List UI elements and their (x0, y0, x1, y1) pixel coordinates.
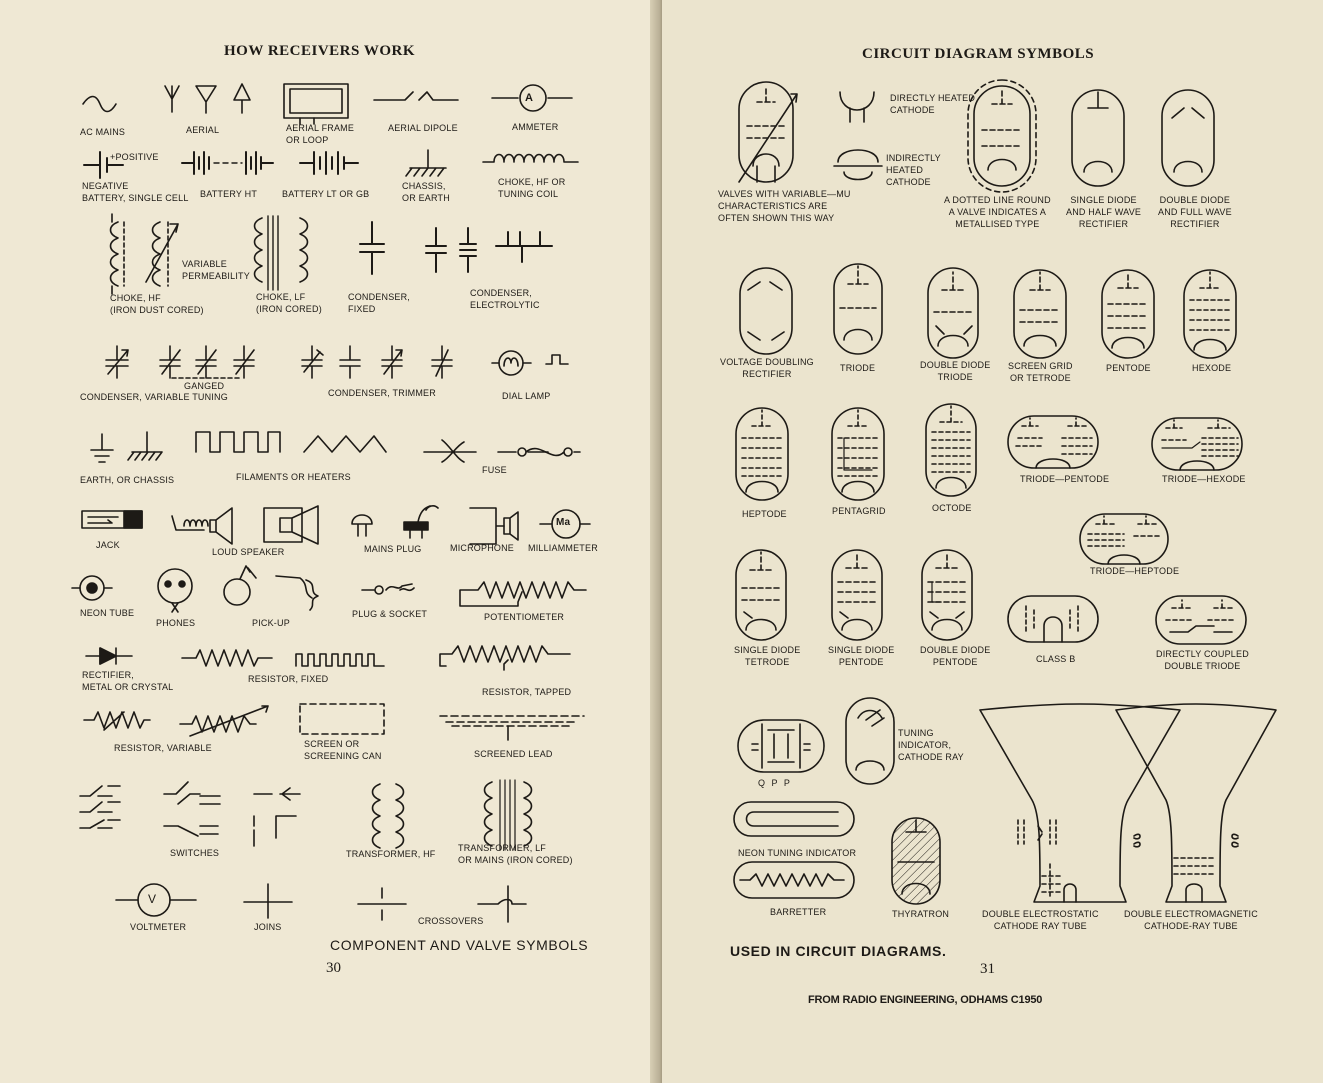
single-diode-pentode-valve (832, 550, 882, 640)
label-pick-up: PICK-UP (252, 618, 290, 628)
label-barretter: BARRETTER (770, 907, 827, 917)
filaments-square-symbol (196, 432, 280, 452)
label-positive: +POSITIVE (110, 152, 159, 162)
mains-plug-symbols (352, 506, 438, 538)
label-thyratron: THYRATRON (892, 909, 950, 919)
label-mains-plug: MAINS PLUG (364, 544, 422, 554)
indirectly-heated-cathode (834, 150, 882, 180)
pick-up-symbol (224, 566, 256, 605)
ammeter-glyph: A (525, 92, 534, 104)
label-single-diode-pentode: SINGLE DIODE PENTODE (828, 645, 895, 667)
thyratron-valve (892, 818, 940, 904)
label-aerial-dipole: AERIAL DIPOLE (388, 123, 458, 133)
choke-hf-coil-symbol (483, 155, 578, 163)
label-dotted-line: A DOTTED LINE ROUND A VALVE INDICATES A METALLISED TYPE (944, 195, 1051, 229)
label-earth-chassis: EARTH, OR CHASSIS (80, 475, 175, 485)
single-diode-tetrode-valve (736, 550, 786, 640)
condenser-fixed-symbol (360, 222, 384, 274)
aerial-frame-symbol (284, 84, 348, 124)
directly-heated-cathode (840, 92, 874, 122)
label-voltmeter: VOLTMETER (130, 922, 187, 932)
label-pentode: PENTODE (1106, 363, 1151, 373)
choke-lf-symbol (255, 216, 308, 290)
left-page (0, 0, 660, 1083)
label-screen-can: SCREEN OR SCREENING CAN (304, 739, 382, 761)
rectifier-symbol (86, 648, 132, 664)
heptode-valve (736, 408, 788, 500)
earth-symbols (91, 432, 162, 462)
label-double-diode-triode: DOUBLE DIODE TRIODE (920, 360, 991, 382)
pentode-valve (1102, 270, 1154, 358)
label-resistor-variable: RESISTOR, VARIABLE (114, 743, 212, 753)
label-single-diode-hw: SINGLE DIODE AND HALF WAVE RECTIFIER (1066, 195, 1142, 229)
voltage-doubling-valve (740, 268, 792, 354)
condenser-variable-symbols (106, 346, 254, 378)
running-head-left: HOW RECEIVERS WORK (224, 43, 415, 59)
label-voltage-doubling: VOLTAGE DOUBLING RECTIFIER (720, 357, 814, 379)
label-hexode: HEXODE (1192, 363, 1232, 373)
label-joins: JOINS (254, 922, 282, 932)
label-potentiometer: POTENTIOMETER (484, 612, 565, 622)
label-heptode: HEPTODE (742, 509, 787, 519)
label-switches: SWITCHES (170, 848, 220, 858)
label-aerial-frame: AERIAL FRAME OR LOOP (286, 123, 355, 145)
electrostatic-crt (980, 704, 1180, 902)
label-condenser-fixed: CONDENSER, FIXED (348, 292, 411, 314)
joins-symbol (244, 884, 292, 918)
plug-socket-symbol (362, 584, 414, 594)
phones-symbol (158, 569, 192, 612)
label-aerial: AERIAL (186, 125, 220, 135)
label-condenser-electrolytic: CONDENSER, ELECTROLYTIC (470, 288, 540, 310)
pick-up-coil-symbol (276, 576, 318, 610)
barretter-symbol (734, 862, 854, 898)
double-diode-triode-valve (928, 268, 978, 358)
octode-valve (926, 404, 976, 496)
label-neon-tube: NEON TUBE (80, 608, 135, 618)
label-pentagrid: PENTAGRID (832, 506, 886, 516)
label-battery-ht: BATTERY HT (200, 189, 258, 199)
label-transformer-lf: TRANSFORMER, LF OR MAINS (IRON CORED) (458, 843, 573, 865)
label-single-diode-tetrode: SINGLE DIODE TETRODE (734, 645, 801, 667)
milliammeter-glyph: Ma (556, 517, 571, 528)
label-octode: OCTODE (932, 503, 972, 513)
tuning-indicator-valve (846, 698, 894, 784)
voltmeter-glyph: V (148, 892, 157, 906)
loud-speaker-symbols (172, 506, 318, 544)
label-condenser-variable: CONDENSER, VARIABLE TUNING (80, 392, 228, 402)
condenser-electrolytic-symbols (426, 228, 552, 272)
label-triode: TRIODE (840, 363, 876, 373)
tetrode-valve (1014, 270, 1066, 358)
page-number-right: 31 (980, 961, 995, 977)
running-head-right: CIRCUIT DIAGRAM SYMBOLS (862, 46, 1095, 62)
condenser-trimmer-symbols (302, 346, 452, 378)
battery-lt-symbol (300, 152, 358, 174)
label-battery-lt: BATTERY LT OR GB (282, 189, 370, 199)
label-ammeter: AMMETER (512, 122, 559, 132)
electromagnetic-crt (1116, 704, 1276, 902)
single-diode-valve (1072, 90, 1124, 186)
label-rectifier: RECTIFIER, METAL OR CRYSTAL (82, 670, 174, 692)
label-class-b: CLASS B (1036, 654, 1076, 664)
label-double-diode-fw: DOUBLE DIODE AND FULL WAVE RECTIFIER (1158, 195, 1232, 229)
filaments-zigzag-symbol (304, 436, 386, 452)
label-triode-pentode: TRIODE—PENTODE (1020, 474, 1110, 484)
label-resistor-tapped: RESISTOR, TAPPED (482, 687, 572, 697)
metallised-valve (968, 80, 1036, 192)
label-directly-heated: DIRECTLY HEATED CATHODE (890, 93, 976, 115)
label-dial-lamp: DIAL LAMP (502, 391, 551, 401)
qpp-valve (738, 720, 824, 772)
label-triode-hexode: TRIODE—HEXODE (1162, 474, 1246, 484)
label-plug-socket: PLUG & SOCKET (352, 609, 428, 619)
label-condenser-trimmer: CONDENSER, TRIMMER (328, 388, 436, 398)
label-directly-coupled: DIRECTLY COUPLED DOUBLE TRIODE (1156, 649, 1249, 671)
label-double-diode-pentode: DOUBLE DIODE PENTODE (920, 645, 991, 667)
resistor-tapped-symbol (440, 646, 570, 670)
dial-lamp-symbol (492, 351, 568, 375)
pentagrid-valve (832, 408, 884, 500)
screened-lead-symbol (440, 716, 584, 740)
label-filaments: FILAMENTS OR HEATERS (236, 472, 351, 482)
resistor-variable-symbol (84, 712, 150, 730)
potentiometer-symbol (460, 582, 586, 606)
label-choke-hf-iron: CHOKE, HF (IRON DUST CORED) (110, 293, 204, 315)
footer-left: COMPONENT AND VALVE SYMBOLS (330, 937, 589, 953)
jack-symbol (82, 511, 142, 528)
variable-permeability-symbol (146, 222, 178, 286)
triode-heptode-valve (1080, 514, 1168, 564)
switches-symbols (80, 782, 300, 846)
label-screened-lead: SCREENED LEAD (474, 749, 553, 759)
label-milliammeter: MILLIAMMETER (528, 543, 598, 553)
triode-valve (834, 264, 882, 354)
hexode-valve (1184, 270, 1236, 358)
label-choke-hf-tuning: CHOKE, HF OR TUNING COIL (498, 177, 566, 199)
source-caption: FROM RADIO ENGINEERING, ODHAMS C1950 (808, 994, 1043, 1006)
label-screen-grid: SCREEN GRID OR TETRODE (1008, 361, 1073, 383)
label-crossovers: CROSSOVERS (418, 916, 484, 926)
label-ganged: GANGED (184, 381, 225, 391)
label-microphone: MICROPHONE (450, 543, 515, 553)
label-negative-cell: NEGATIVE BATTERY, SINGLE CELL (82, 181, 189, 203)
label-phones: PHONES (156, 618, 196, 628)
aerial-dipole-symbol (374, 92, 458, 100)
label-indirectly-heated: INDIRECTLY HEATED CATHODE (886, 153, 941, 187)
footer-right: USED IN CIRCUIT DIAGRAMS. (730, 943, 947, 959)
aerial-symbols (165, 84, 250, 113)
label-electrostatic-crt: DOUBLE ELECTROSTATIC CATHODE RAY TUBE (982, 909, 1099, 931)
label-triode-heptode: TRIODE—HEPTODE (1090, 566, 1180, 576)
transformer-hf-symbol (373, 784, 404, 848)
label-neon-tuning: NEON TUNING INDICATOR (738, 848, 857, 858)
fuse-symbols (424, 440, 580, 462)
label-qpp: Q P P (758, 778, 792, 788)
label-resistor-fixed: RESISTOR, FIXED (248, 674, 329, 684)
transformer-lf-symbol (485, 780, 532, 850)
label-variable-mu: VALVES WITH VARIABLE—MU CHARACTERISTICS ARE OFTEN SHOWN THIS WAY (718, 189, 851, 223)
triode-hexode-valve (1152, 418, 1242, 470)
screen-can-symbol (300, 704, 384, 734)
page-number-left: 30 (326, 960, 341, 976)
label-jack: JACK (96, 540, 120, 550)
resistor-fixed-symbol (182, 650, 272, 666)
resistor-variable-arrow-symbol (180, 706, 268, 736)
directly-coupled-triode-valve (1156, 596, 1246, 644)
label-choke-lf: CHOKE, LF (IRON CORED) (256, 292, 322, 314)
resistor-wirewound-symbol (296, 654, 384, 666)
double-diode-valve (1162, 90, 1214, 186)
label-tuning-indicator: TUNING INDICATOR, CATHODE RAY (898, 728, 964, 762)
battery-ht-symbol (182, 152, 273, 174)
label-loud-speaker: LOUD SPEAKER (212, 547, 285, 557)
ac-mains-symbol (83, 97, 116, 112)
label-chassis-earth: CHASSIS, OR EARTH (402, 181, 450, 203)
class-b-valve (1008, 596, 1098, 642)
triode-pentode-valve (1008, 416, 1098, 468)
label-fuse: FUSE (482, 465, 507, 475)
label-transformer-hf: TRANSFORMER, HF (346, 849, 436, 859)
right-page (662, 0, 1323, 1083)
label-variable-permeability: VARIABLE PERMEABILITY (182, 259, 250, 281)
microphone-symbol (470, 508, 518, 544)
label-ac-mains: AC MAINS (80, 127, 126, 137)
choke-hf-iron-dust-symbol (111, 214, 125, 294)
neon-tube-symbol (72, 576, 112, 600)
label-electromagnetic-crt: DOUBLE ELECTROMAGNETIC CATHODE-RAY TUBE (1124, 909, 1258, 931)
double-diode-pentode-valve (922, 550, 972, 640)
variable-mu-valve (739, 82, 797, 182)
neon-tuning-indicator (734, 802, 854, 836)
chassis-earth-symbol (406, 150, 446, 176)
